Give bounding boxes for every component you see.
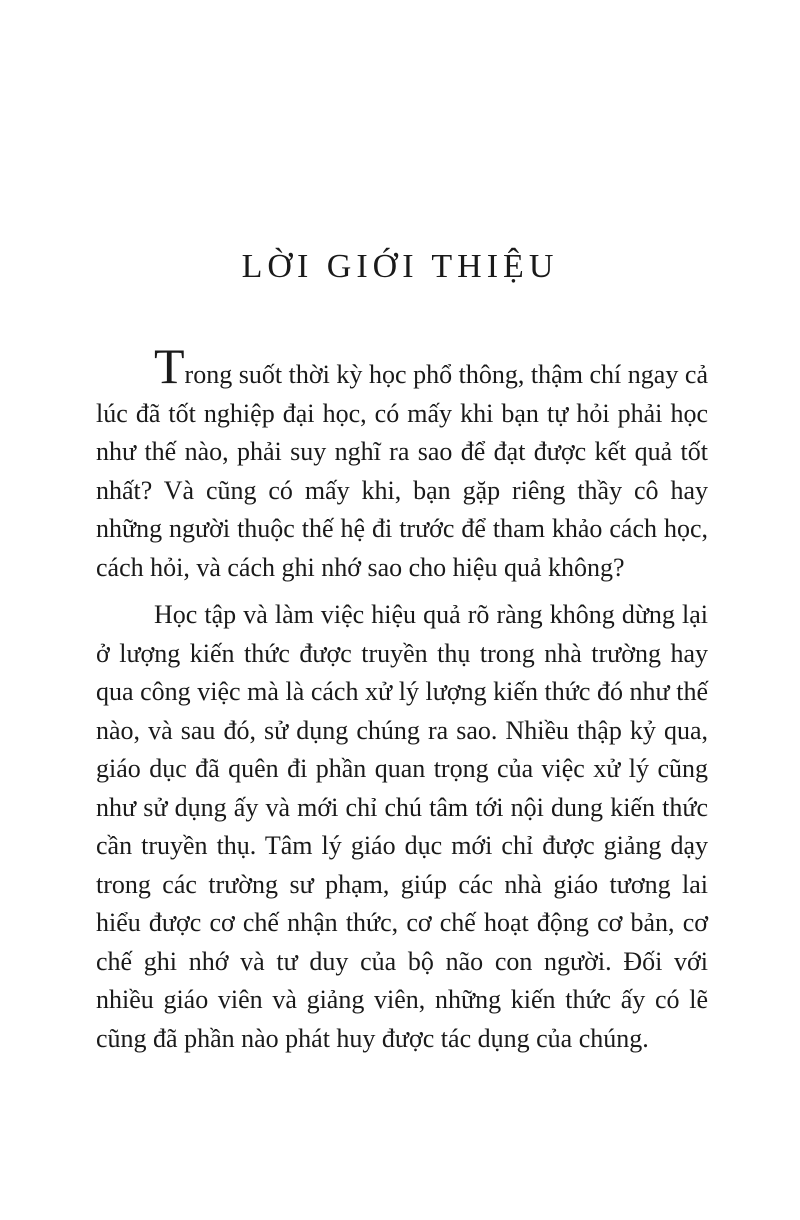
chapter-title: LỜI GIỚI THIỆU — [241, 248, 559, 285]
paragraph-text: Học tập và làm việc hiệu quả rõ ràng không dừng lại ở lượng kiến thức được truyền thụ trong nhà trường hay qua công việc mà là cách xử lý lượng kiến thức đó như thế nào, và sau đó, sử dụng chúng ra sao. Nhiều thập kỷ qua, giáo dục đã quên đi phần quan trọng của việc xử lý cũng như sử dụng ấy và mới chỉ chú tâm tới nội dung kiến thức cần truyền thụ. Tâm lý giáo dục mới chỉ được giảng dạy trong các trường sư phạm, giúp các nhà giáo tương lai hiểu được cơ chế nhận thức, cơ chế hoạt động cơ bản, cơ chế ghi nhớ và tư duy của bộ não con người. Đối với nhiều giáo viên và giảng viên, những kiến thức ấy có lẽ cũng đã phần nào phát huy được tác dụng của chúng. — [96, 600, 708, 1053]
paragraph-body — [96, 596, 708, 1058]
paragraph-intro — [96, 338, 708, 587]
body-text — [96, 338, 708, 1058]
paragraph-text: rong suốt thời kỳ học phổ thông, thậm chí ngay cả lúc đã tốt nghiệp đại học, có mấy khi bạn tự hỏi phải học như thế nào, phải suy nghĩ ra sao để đạt được kết quả tốt nhất? Và cũng có mấy khi, bạn gặp riêng thầy cô hay những người thuộc thế hệ đi trước để tham khảo cách học, cách hỏi, và cách ghi nhớ sao cho hiệu quả không? — [96, 360, 708, 582]
initial-capital: T — [154, 338, 185, 394]
